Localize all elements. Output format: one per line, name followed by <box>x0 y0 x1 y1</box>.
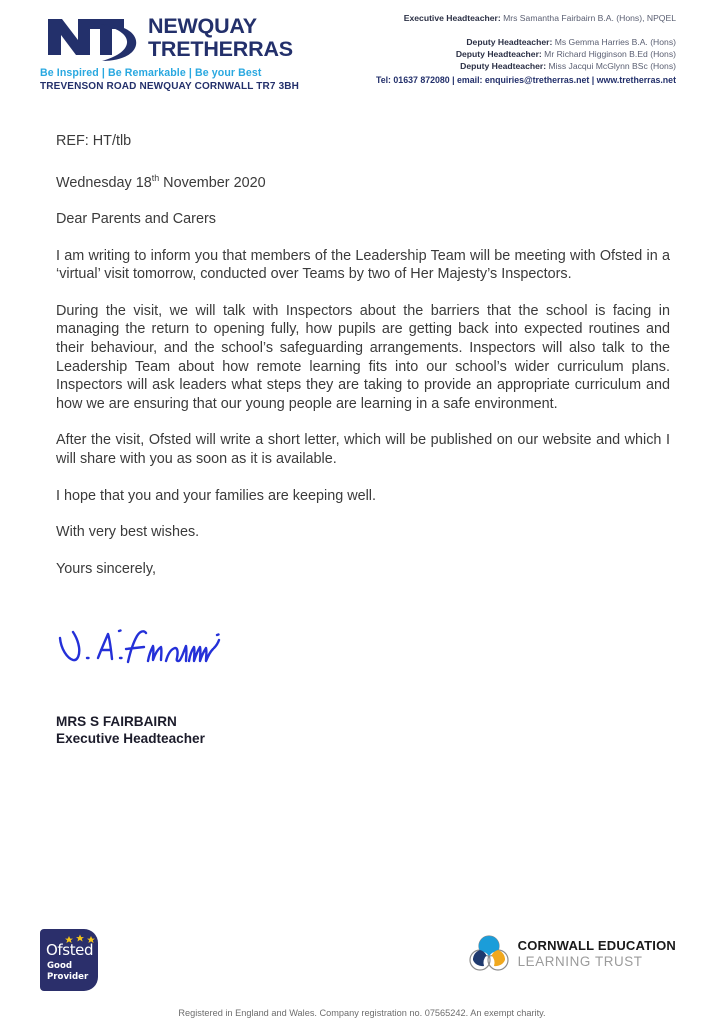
ofsted-good-provider-badge <box>40 929 98 991</box>
letter-date <box>56 169 670 192</box>
contact-executive-headteacher <box>376 12 676 24</box>
ofsted-rating-line-1: Good <box>47 961 73 971</box>
strapline-separator-1: | <box>101 67 105 79</box>
contact-phone-email-web: Tel: 01637 872080 | email: enquiries@tretherras.net | www.tretherras.net <box>375 75 676 85</box>
letter-paragraph-5: With very best wishes. <box>56 524 200 541</box>
staff-contact-block <box>376 12 676 86</box>
letter-date-month-year: November 2020 <box>159 174 266 191</box>
letter-paragraph-4: I hope that you and your families are keeping well. <box>56 487 376 504</box>
brand-top-row <box>40 10 340 66</box>
school-name <box>148 15 293 61</box>
school-address: TREVENSON ROAD NEWQUAY CORNWALL TR7 3BH <box>40 81 300 92</box>
letter-salutation: Dear Parents and Carers <box>56 210 216 227</box>
contact-spacer <box>376 24 676 36</box>
letter-date-ordinal: th <box>151 172 160 183</box>
letter-paragraph-2: During the visit, we will talk with Inspectors about the barriers that the school is facing in managing the return to opening fully, how pupils are getting back into expected routines and their behaviour, and the school’s safeguarding arrangements. Inspectors will also talk to the Leadership Team about how remote learning fits into our school’s wider curriculum plans. Inspectors will ask leaders what steps they are taking to provide an appropriate curriculum and how we are ensuring that our young people are learning in a safe environment. <box>56 302 670 412</box>
school-name-line-2: TRETHERRAS <box>148 37 293 61</box>
contact-role-label: Deputy Headteacher: <box>455 49 542 59</box>
contact-person-name: Mrs Samantha Fairbairn B.A. (Hons), NPQEL <box>500 13 676 23</box>
registration-notice: Registered in England and Wales. Company registration no. 07565242. An exempt charity. <box>178 1008 546 1018</box>
school-brand <box>40 10 340 92</box>
letterhead <box>0 0 724 106</box>
contact-role-label: Executive Headteacher: <box>403 13 501 23</box>
letter-paragraph-1: I am writing to inform you that members of the Leadership Team will be meeting with Ofsted in a ‘virtual’ visit tomorrow, conducted over Teams by two of Her Majesty’s Inspectors. <box>56 247 670 283</box>
contact-person-name: Miss Jacqui McGlynn BSc (Hons) <box>546 61 676 71</box>
contact-deputy-headteacher-3 <box>376 60 676 72</box>
trust-name-line-2: LEARNING TRUST <box>517 953 643 969</box>
signer-name: MRS S FAIRBAIRN <box>56 714 177 729</box>
handwritten-signature-icon <box>56 622 256 676</box>
letter-sign-off: Yours sincerely, <box>56 560 156 577</box>
trust-name-line-1: CORNWALL EDUCATION <box>517 937 676 953</box>
school-strapline <box>40 67 340 79</box>
letter-paragraph-3: After the visit, Ofsted will write a short letter, which will be published on our website and which I will share with you as soon as it is available. <box>56 432 670 467</box>
strapline-part-3: Be your Best <box>195 67 262 79</box>
signer-block <box>56 713 205 747</box>
ofsted-label: Ofsted <box>46 941 94 959</box>
contact-person-name: Mr Richard Higginson B.Ed (Hons) <box>541 49 676 59</box>
signer-title: Executive Headteacher <box>56 731 205 746</box>
page-footer <box>0 919 724 1024</box>
trust-wordmark <box>518 938 676 969</box>
contact-deputy-headteacher-1 <box>376 36 676 48</box>
contact-role-label: Deputy Headteacher: <box>466 37 553 47</box>
nt-monogram-logo-icon <box>40 10 144 66</box>
school-name-line-1: NEWQUAY <box>148 14 257 38</box>
strapline-part-2: Be Remarkable <box>107 67 186 79</box>
ofsted-rating-label <box>47 961 88 982</box>
trust-trefoil-knot-icon <box>467 933 511 973</box>
contact-person-name: Ms Gemma Harries B.A. (Hons) <box>552 37 676 47</box>
strapline-part-1: Be Inspired <box>40 67 99 79</box>
contact-role-label: Deputy Headteacher: <box>460 61 547 71</box>
letter-reference: REF: HT/tlb <box>56 133 132 149</box>
ofsted-rating-line-2: Provider <box>47 971 89 982</box>
cornwall-education-learning-trust-logo <box>467 933 676 973</box>
letter-date-text: Wednesday 18 <box>56 174 152 191</box>
strapline-separator-2: | <box>188 67 192 79</box>
contact-deputy-headteacher-2 <box>376 48 676 60</box>
letter-body <box>56 132 670 596</box>
